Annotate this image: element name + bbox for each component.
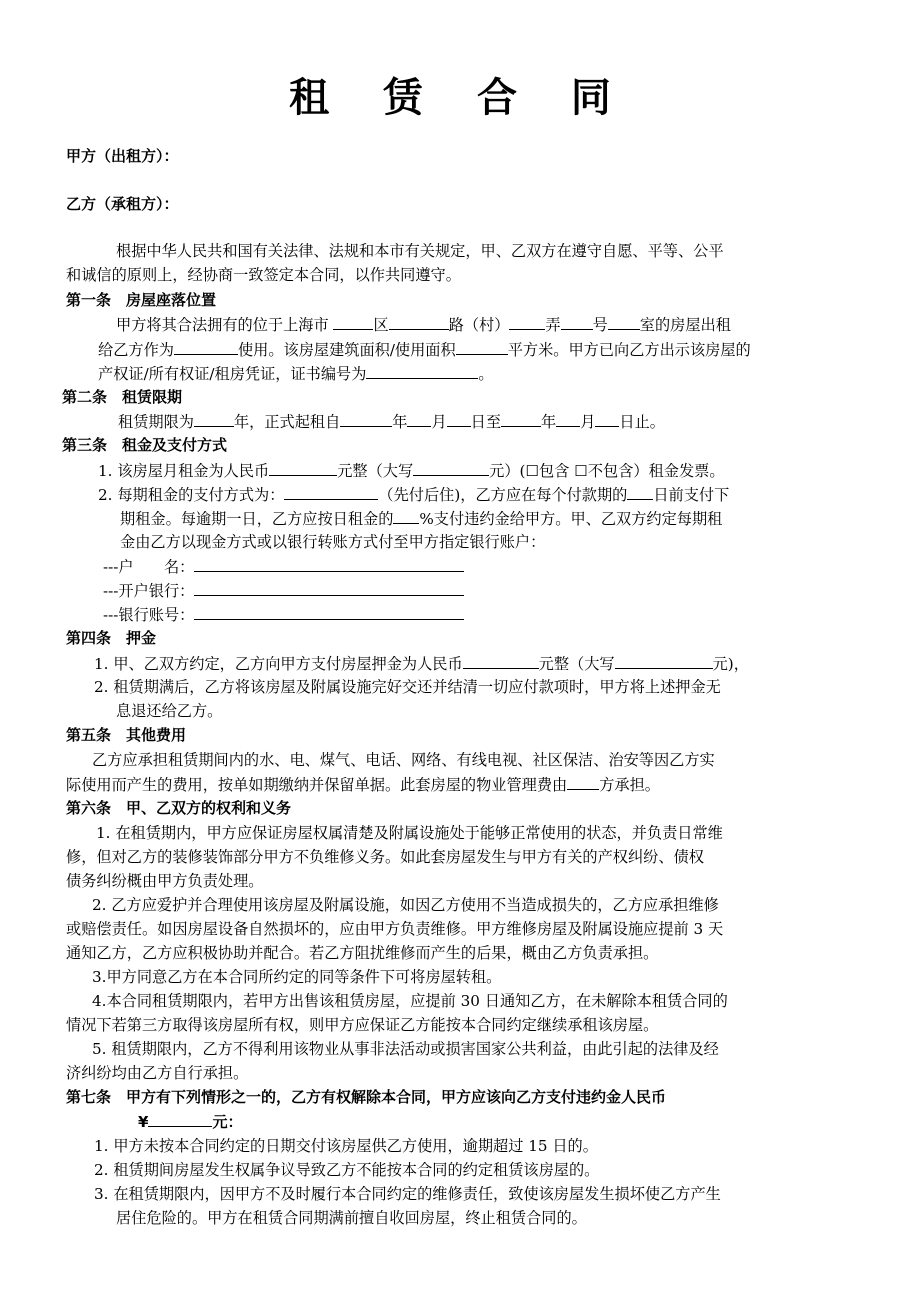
bank-name-blank (194, 579, 464, 596)
article-3-line-2: 2. 每期租金的支付方式为： （先付后住)，乙方应在每个付款期的 日前支付下 (98, 483, 729, 505)
payment-method-blank (284, 483, 378, 500)
article-2-heading: 第二条 租赁限期 (62, 388, 183, 406)
deposit-in-words-blank (615, 652, 713, 669)
article-7-line-4: 居住危险的。甲方在租赁合同期满前擅自收回房屋，终止租赁合同的。 (116, 1209, 587, 1227)
article-3-line-1: 1. 该房屋月租金为人民币 元整（大写 元）(☐包含 ☐不包含）租金发票。 (98, 459, 725, 481)
article-6-line-3: 债务纠纷概由甲方负责处理。 (66, 872, 264, 890)
article-6-line-1: 1. 在租赁期内，甲方应保证房屋权属清楚及附属设施处于能够正常使用的状态，并负责日常维 (96, 824, 723, 842)
deposit-blank (463, 652, 539, 669)
article-6-line-11: 济纠纷均由乙方自行承担。 (66, 1064, 249, 1082)
lane-blank (509, 313, 545, 330)
party-a-label: 甲方（出租方）： (66, 147, 179, 165)
article-2-line-1: 租赁期限为 年，正式起租自 年 月 日至 年 月 日止。 (118, 410, 665, 432)
article-6-line-5: 或赔偿责任。如因房屋设备自然损坏的，应由甲方负责维修。甲方维修房屋及附属设施应提前 3 天 (66, 920, 724, 938)
article-4-line-3: 息退还给乙方。 (116, 702, 223, 720)
end-day-blank (595, 410, 619, 427)
article-4-line-1: 1. 甲、乙双方约定，乙方向甲方支付房屋押金为人民币 元整（大写 元)， (94, 652, 749, 674)
monthly-rent-blank (269, 459, 337, 476)
article-6-line-7: 3.甲方同意乙方在本合同所约定的同等条件下可将房屋转租。 (92, 968, 502, 986)
article-7-line-1: 1. 甲方未按本合同约定的日期交付该房屋供乙方使用，逾期超过 15 日的。 (94, 1137, 598, 1155)
penalty-percent-blank (393, 507, 419, 524)
rent-in-words-blank (413, 459, 489, 476)
article-1-line-3: 产权证/所有权证/租房凭证，证书编号为 。 (98, 362, 494, 384)
district-blank (333, 313, 373, 330)
article-5-line-2: 际使用而产生的费用，按单如期缴纳并保留单据。此套房屋的物业管理费由 方承担。 (66, 773, 660, 795)
penalty-amount-blank (148, 1110, 212, 1127)
article-1-line-2: 给乙方作为 使用。该房屋建筑面积/使用面积 平方米。甲方已向乙方出示该房屋的 (98, 338, 751, 360)
article-6-line-8: 4.本合同租赁期限内，若甲方出售该租赁房屋，应提前 30 日通知乙方，在未解除本租赁合同的 (92, 992, 728, 1010)
document-title: 租 赁 合 同 (289, 75, 631, 121)
article-5-line-1: 乙方应承担租赁期间内的水、电、煤气、电话、网络、有线电视、社区保洁、治安等因乙方实 (92, 751, 715, 769)
preamble-line-2: 和诚信的原则上，经协商一致签定本合同，以作共同遵守。 (66, 266, 461, 284)
road-blank (389, 313, 449, 330)
article-6-line-4: 2. 乙方应爱护并合理使用该房屋及附属设施，如因乙方使用不当造成损失的，乙方应承担维修 (92, 896, 719, 914)
article-1-line-1: 甲方将其合法拥有的位于上海市 区 路（村） 弄 号 室的房屋出租 (116, 313, 731, 335)
end-month-blank (556, 410, 580, 427)
number-blank (561, 313, 593, 330)
account-number-line: ---银行账号： (103, 603, 464, 625)
article-4-heading: 第四条 押金 (66, 629, 157, 647)
article-7-line-3: 3. 在租赁期限内，因甲方不及时履行本合同约定的维修责任，致使该房屋发生损坏使乙方产生 (94, 1185, 721, 1203)
certificate-no-blank (366, 362, 478, 379)
article-6-heading: 第六条 甲、乙双方的权利和义务 (66, 799, 292, 817)
area-blank (456, 338, 508, 355)
article-3-line-4: 金由乙方以现金方式或以银行转账方式付至甲方指定银行账户： (120, 533, 546, 551)
start-year-blank (340, 410, 392, 427)
preamble-line-1: 根据中华人民共和国有关法律、法规和本市有关规定，甲、乙双方在遵守自愿、平等、公平 (116, 242, 724, 260)
account-name-line: ---户 名： (103, 555, 464, 577)
article-6-line-6: 通知乙方，乙方应积极协助并配合。若乙方阻扰维修而产生的后果，概由乙方负责承担。 (66, 944, 659, 962)
room-blank (608, 313, 640, 330)
article-7-heading: 第七条 甲方有下列情形之一的，乙方有权解除本合同，甲方应该向乙方支付违约金人民币 (66, 1088, 667, 1106)
article-4-line-2: 2. 租赁期满后，乙方将该房屋及附属设施完好交还并结清一切应付款项时，甲方将上述押金无 (94, 678, 721, 696)
start-day-blank (447, 410, 471, 427)
party-b-label: 乙方（承租方）： (66, 195, 179, 213)
article-1-heading: 第一条 房屋座落位置 (66, 291, 217, 309)
pay-before-days-blank (627, 483, 653, 500)
article-6-line-9: 情况下若第三方取得该房屋所有权，则甲方应保证乙方能按本合同约定继续承租该房屋。 (66, 1016, 659, 1034)
use-blank (174, 338, 238, 355)
property-fee-party-blank (567, 773, 599, 790)
article-7-line-2: 2. 租赁期间房屋发生权属争议导致乙方不能按本合同的约定租赁该房屋的。 (94, 1161, 600, 1179)
end-year-blank (501, 410, 541, 427)
article-6-line-2: 修，但对乙方的装修装饰部分甲方不负维修义务。如此套房屋发生与甲方有关的产权纠纷、债权 (66, 848, 704, 866)
article-6-line-10: 5. 租赁期限内，乙方不得利用该物业从事非法活动或损害国家公共利益，由此引起的法律及经 (92, 1040, 719, 1058)
article-3-line-3: 期租金。每逾期一日，乙方应按日租金的 %支付违约金给甲方。甲、乙双方约定每期租 (120, 507, 722, 529)
article-7-amount-line: ¥ 元： (138, 1110, 242, 1132)
account-name-blank (194, 555, 464, 572)
account-bank-line: ---开户银行： (103, 579, 464, 601)
start-month-blank (407, 410, 431, 427)
term-years-blank (194, 410, 234, 427)
article-5-heading: 第五条 其他费用 (66, 726, 187, 744)
account-number-blank (194, 603, 464, 620)
article-3-heading: 第三条 租金及支付方式 (62, 436, 228, 454)
